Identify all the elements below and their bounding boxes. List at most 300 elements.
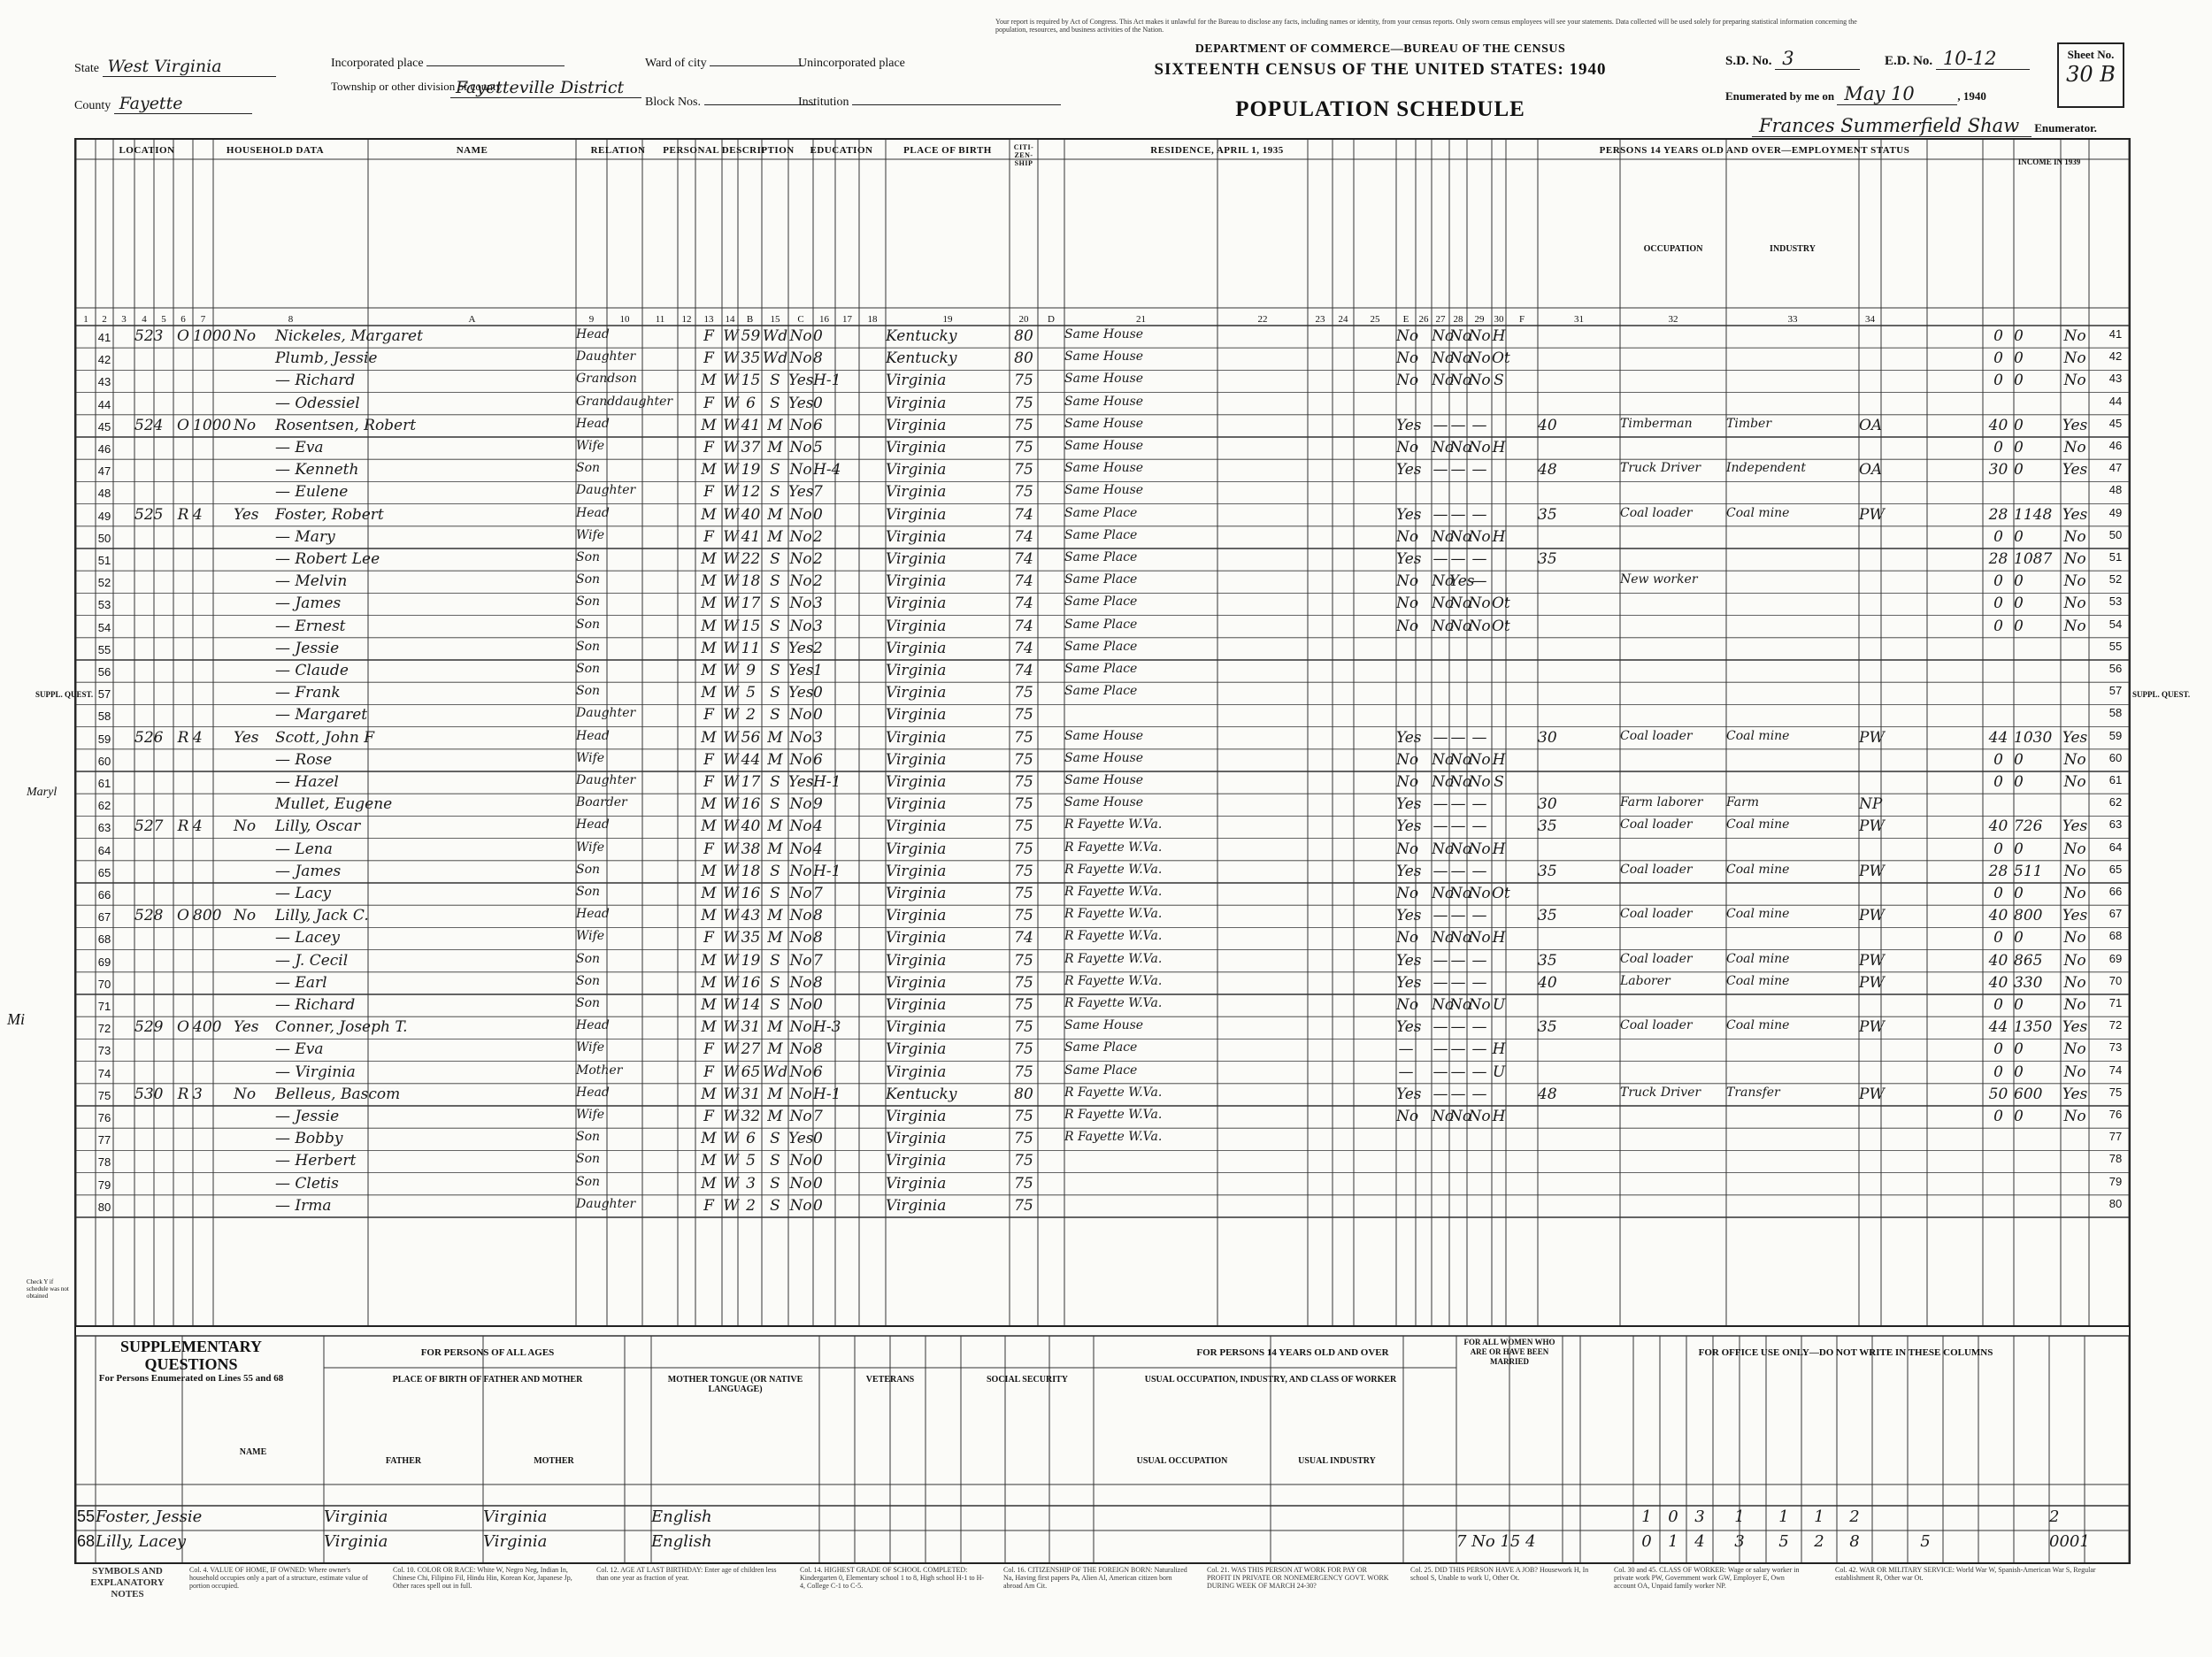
cell-rel: Son — [576, 572, 601, 587]
cell-line: 51 — [97, 554, 111, 567]
cell-race: W — [723, 1040, 739, 1059]
cell-ind — [1726, 706, 1859, 726]
cell-line: 46 — [97, 442, 111, 456]
cell-res — [1064, 1175, 1306, 1195]
cell-s3: — — [1471, 505, 1487, 524]
cell-inc: 1030 — [2014, 728, 2053, 747]
cell-value — [193, 706, 234, 726]
cell-sch: Yes — [788, 394, 814, 412]
cell-occ: Truck Driver — [1620, 461, 1701, 476]
cell-hrs: 48 — [1538, 461, 1557, 479]
cell-wk: No — [1396, 773, 1419, 791]
cell-line-right: 69 — [2108, 951, 2123, 965]
cell-line-right: 53 — [2108, 595, 2123, 609]
cell-race: W — [723, 973, 739, 992]
supp-usual-head: USUAL OCCUPATION, INDUSTRY, AND CLASS OF WORKER — [1144, 1375, 1397, 1385]
cell-s2 — [1449, 1197, 1467, 1217]
column-number: F — [1518, 314, 1525, 325]
cell-age: 15 — [741, 617, 761, 635]
cell-birth: Virginia — [886, 885, 947, 902]
cell-sch: No — [789, 929, 812, 947]
cell-code: H — [1492, 439, 1506, 456]
cell-value: 400 — [193, 1018, 222, 1037]
cell-cls: PW — [1859, 505, 1885, 524]
cell-oth: No — [2063, 996, 2086, 1014]
income-column-head: INCOME IN 1939 — [2017, 157, 2081, 166]
cell-house — [134, 1108, 173, 1128]
supp-cell-mother: Virginia — [483, 1507, 548, 1526]
cell-cls — [1859, 483, 1881, 503]
supp-all-ages: FOR PERSONS OF ALL AGES — [420, 1347, 555, 1358]
cell-res: Same House — [1064, 394, 1144, 409]
cell-mar: S — [770, 885, 780, 902]
cell-res: R Fayette W.Va. — [1064, 862, 1163, 877]
cell-birth: Virginia — [886, 483, 947, 502]
cell-race: W — [723, 728, 739, 747]
supp-office-use: FOR OFFICE USE ONLY—DO NOT WRITE IN THESE COLUMNS — [1698, 1347, 1993, 1358]
cell-ind: Transfer — [1726, 1085, 1780, 1100]
cell-hrs: 35 — [1538, 1018, 1557, 1037]
cell-name: Conner, Joseph T. — [275, 1018, 408, 1037]
cell-code: U — [1492, 1062, 1506, 1081]
cell-sex: M — [701, 416, 717, 434]
cell-grade: 0 — [813, 327, 823, 345]
ward-field — [645, 57, 803, 71]
cell-owned — [173, 618, 193, 638]
cell-inc: 511 — [2014, 862, 2043, 880]
cell-wks: 28 — [1988, 550, 2008, 568]
county-label: County — [74, 99, 111, 112]
cell-birth: Kentucky — [886, 327, 957, 345]
cell-sex: M — [701, 1130, 717, 1148]
cell-line-right: 63 — [2108, 817, 2123, 832]
cell-race: W — [723, 550, 739, 568]
cell-inc: 0 — [2014, 527, 2024, 546]
cell-sch: No — [789, 505, 812, 524]
cell-owned — [173, 1130, 193, 1150]
cell-birth: Virginia — [886, 862, 947, 880]
cell-wks: 40 — [1988, 817, 2008, 836]
cell-age: 43 — [741, 907, 761, 925]
cell-s3: No — [1468, 750, 1491, 769]
cell-s3: No — [1468, 327, 1491, 345]
cell-cls — [1859, 773, 1881, 794]
cell-hrs — [1538, 349, 1580, 370]
cell-house — [134, 349, 173, 370]
cell-owned — [173, 372, 193, 392]
cell-s1: — — [1432, 505, 1448, 524]
cell-sex: M — [701, 505, 717, 524]
cell-wk: Yes — [1396, 862, 1422, 880]
cell-wks — [1983, 684, 2014, 704]
cell-inc: 0 — [2014, 416, 2024, 434]
cell-oth: Yes — [2062, 505, 2088, 524]
supp-cell-o5: 1 — [1778, 1507, 1789, 1526]
cell-s2: — — [1450, 907, 1466, 925]
cell-res: Same Place — [1064, 527, 1138, 542]
note-col42: Col. 42. WAR OR MILITARY SERVICE: World War W, Spanish-American War S, Regular establishment R, Other war Ot. — [1835, 1566, 2096, 1582]
column-number: 8 — [288, 314, 294, 325]
cell-line: 75 — [97, 1088, 111, 1102]
cell-mar: S — [770, 795, 780, 814]
cell-race: W — [723, 1018, 739, 1037]
cell-oth: Yes — [2062, 728, 2088, 747]
cell-oth: No — [2063, 595, 2086, 613]
cell-house — [134, 372, 173, 392]
cell-rel: Mother — [576, 1062, 623, 1078]
cell-oth — [2061, 483, 2089, 503]
cell-line-right: 54 — [2108, 617, 2123, 631]
cell-s1: — — [1432, 416, 1448, 434]
cell-house — [134, 885, 173, 905]
cell-s1: — — [1432, 862, 1448, 880]
cell-ind — [1726, 483, 1859, 503]
cell-race: W — [723, 527, 739, 546]
cell-bc: 75 — [1014, 461, 1033, 479]
cell-line-right: 80 — [2108, 1196, 2123, 1210]
sheet-value: 30 B — [2066, 62, 2116, 87]
cell-owned — [173, 840, 193, 861]
cell-code — [1492, 395, 1506, 415]
cell-name: Scott, John F — [275, 728, 375, 747]
cell-cls — [1859, 349, 1881, 370]
cell-mar: Wd — [762, 1062, 788, 1081]
cell-cls — [1859, 395, 1881, 415]
cell-wk: No — [1396, 929, 1419, 947]
cell-name: Lilly, Jack C. — [275, 907, 369, 925]
cell-wk: Yes — [1396, 817, 1422, 836]
cell-race: W — [723, 416, 739, 434]
cell-owned: R — [177, 817, 189, 836]
cell-line: 44 — [97, 397, 111, 411]
cell-rel: Daughter — [576, 706, 636, 721]
cell-res: R Fayette W.Va. — [1064, 907, 1163, 922]
cell-birth: Virginia — [886, 817, 947, 836]
cell-sex: M — [701, 951, 717, 970]
cell-house — [134, 996, 173, 1016]
cell-mar: M — [767, 907, 783, 925]
supp-cell-o8: 5 — [1920, 1532, 1931, 1551]
cell-line-right: 76 — [2108, 1108, 2123, 1121]
cell-wks: 44 — [1988, 1018, 2008, 1037]
cell-wk: Yes — [1396, 1018, 1422, 1037]
ed-label: E.D. No. — [1885, 54, 1933, 68]
cell-bc: 75 — [1014, 483, 1033, 502]
cell-cls — [1859, 929, 1881, 949]
column-number: 27 — [1435, 314, 1446, 325]
cell-occ: Farm laborer — [1620, 795, 1703, 810]
cell-age: 5 — [746, 1152, 756, 1170]
cell-s1: — — [1432, 973, 1448, 992]
cell-farm — [234, 863, 275, 883]
cell-s1 — [1432, 662, 1449, 682]
cell-s2: Yes — [1449, 572, 1475, 591]
cell-age: 35 — [741, 929, 761, 947]
cell-race: W — [723, 1152, 739, 1170]
cell-race: W — [723, 773, 739, 791]
cell-res — [1064, 706, 1306, 726]
cell-res: Same Place — [1064, 662, 1138, 676]
cell-bc: 75 — [1014, 1108, 1033, 1125]
cell-birth: Virginia — [886, 750, 947, 769]
cell-value — [193, 640, 234, 660]
cell-bc: 75 — [1014, 862, 1033, 880]
cell-wks — [1983, 483, 2014, 503]
cell-inc: 1148 — [2014, 505, 2053, 524]
cell-line: 56 — [97, 665, 111, 679]
cell-house: 528 — [134, 907, 164, 925]
cell-s2 — [1449, 1175, 1467, 1195]
cell-oth: No — [2063, 773, 2086, 791]
cell-mar: M — [767, 527, 783, 546]
cell-sch: Yes — [788, 1130, 814, 1148]
cell-oth: No — [2063, 1062, 2086, 1081]
cell-hrs — [1538, 885, 1580, 905]
cell-birth: Virginia — [886, 394, 947, 412]
cell-cls — [1859, 528, 1881, 548]
cell-owned: O — [177, 416, 189, 434]
section-location: LOCATION — [119, 145, 175, 156]
cell-farm — [234, 929, 275, 949]
cell-bc: 74 — [1014, 639, 1033, 657]
cell-hrs — [1538, 1175, 1580, 1195]
cell-birth: Virginia — [886, 416, 947, 434]
cell-line: 70 — [97, 977, 111, 991]
cell-farm: Yes — [234, 728, 259, 747]
supp-cell-o6: 1 — [1814, 1507, 1824, 1526]
cell-house — [134, 929, 173, 949]
cell-s3: — — [1471, 728, 1487, 747]
unincorporated-label: Unincorporated place — [798, 57, 905, 70]
supp-tongue-head: MOTHER TONGUE (OR NATIVE LANGUAGE) — [667, 1375, 803, 1394]
township-label: Township or other division of county — [331, 80, 502, 93]
cell-s3 — [1467, 1152, 1492, 1172]
industry-column-head: INDUSTRY — [1770, 244, 1816, 254]
cell-bc: 80 — [1014, 349, 1033, 368]
cell-sch: No — [789, 840, 812, 858]
cell-wks: 40 — [1988, 951, 2008, 970]
cell-ind: Coal mine — [1726, 505, 1790, 520]
cell-s2: — — [1450, 862, 1466, 880]
column-number: 30 — [1494, 314, 1504, 325]
cell-wk — [1396, 706, 1416, 726]
cell-line-right: 78 — [2108, 1152, 2123, 1166]
cell-sex: F — [703, 1062, 714, 1081]
cell-wks: 28 — [1988, 862, 2008, 880]
cell-s1: No — [1432, 996, 1455, 1014]
cell-house: 530 — [134, 1085, 164, 1103]
cell-ind — [1726, 1175, 1859, 1195]
sd-label: S.D. No. — [1725, 54, 1772, 68]
cell-s2: No — [1449, 349, 1472, 368]
cell-oth — [2061, 395, 2089, 415]
enumerator-field — [1752, 115, 2097, 137]
cell-wks: 0 — [1993, 617, 2003, 635]
column-number: 21 — [1136, 314, 1146, 325]
cell-mar: S — [770, 773, 780, 791]
cell-s1: No — [1432, 617, 1455, 635]
cell-name: — Lena — [275, 840, 333, 858]
cell-inc: 0 — [2014, 439, 2024, 456]
cell-s3: No — [1468, 617, 1491, 635]
cell-grade: 8 — [813, 1040, 823, 1059]
cell-hrs — [1538, 1063, 1580, 1084]
cell-res: Same Place — [1064, 684, 1138, 699]
cell-mar: M — [767, 750, 783, 769]
cell-mar: S — [770, 996, 780, 1014]
cell-s2 — [1449, 1130, 1467, 1150]
cell-sch: No — [789, 817, 812, 836]
cell-age: 41 — [741, 527, 761, 546]
cell-mar: M — [767, 728, 783, 747]
cell-s3: No — [1468, 527, 1491, 546]
column-number: 32 — [1668, 314, 1678, 325]
cell-owned — [173, 528, 193, 548]
cell-owned — [173, 461, 193, 481]
cell-farm — [234, 751, 275, 771]
cell-sex: F — [703, 1108, 714, 1125]
cell-name: Rosentsen, Robert — [275, 416, 417, 434]
cell-s3 — [1467, 684, 1492, 704]
column-number: 13 — [703, 314, 714, 325]
cell-cls: OA — [1859, 461, 1883, 479]
cell-value — [193, 1040, 234, 1061]
cell-line-right: 59 — [2108, 728, 2123, 742]
cell-hrs — [1538, 640, 1580, 660]
cell-bc: 75 — [1014, 951, 1033, 970]
cell-wks: 0 — [1993, 1040, 2003, 1059]
cell-wk — [1396, 1175, 1416, 1195]
explanatory-notes — [74, 1566, 2127, 1654]
cell-line-right: 49 — [2108, 505, 2123, 519]
note-col14: Col. 14. HIGHEST GRADE OF SCHOOL COMPLETED: Kindergarten 0, Elementary school 1 to 8, High school H-1 to H-4, College C-1 to C-5. — [800, 1566, 985, 1590]
cell-wks: 0 — [1993, 885, 2003, 902]
cell-s1 — [1432, 684, 1449, 704]
cell-birth: Virginia — [886, 1196, 947, 1215]
cell-race: W — [723, 394, 739, 412]
cell-race: W — [723, 595, 739, 613]
cell-s2: No — [1449, 327, 1472, 345]
cell-sch: No — [789, 1174, 812, 1193]
cell-wks: 40 — [1988, 907, 2008, 925]
cell-birth: Virginia — [886, 996, 947, 1014]
cell-occ: Truck Driver — [1620, 1085, 1701, 1100]
cell-line-right: 58 — [2108, 706, 2123, 720]
cell-value: 1000 — [193, 327, 232, 345]
cell-s1: — — [1432, 795, 1448, 814]
column-number: 19 — [942, 314, 953, 325]
enumerator-label: Enumerator. — [2034, 121, 2097, 134]
supp-veterans-head: VETERANS — [865, 1375, 915, 1385]
cell-farm: No — [234, 327, 257, 345]
cell-hrs — [1538, 1130, 1580, 1150]
cell-name: — Odessiel — [275, 394, 360, 412]
cell-farm — [234, 1040, 275, 1061]
cell-value — [193, 618, 234, 638]
cell-rel: Son — [576, 461, 601, 476]
cell-cls — [1859, 1130, 1881, 1150]
cell-age: 44 — [741, 750, 761, 769]
cell-wk: No — [1396, 349, 1419, 368]
cell-cls — [1859, 572, 1881, 593]
cell-code — [1492, 1130, 1506, 1150]
cell-s2: — — [1450, 728, 1466, 747]
cell-rel: Wife — [576, 840, 605, 855]
cell-hrs — [1538, 483, 1580, 503]
cell-sch: No — [789, 907, 812, 925]
cell-s3: No — [1468, 349, 1491, 368]
cell-grade: 5 — [813, 439, 823, 456]
cell-bc: 75 — [1014, 1018, 1033, 1037]
cell-ind — [1726, 1108, 1859, 1128]
cell-bc: 75 — [1014, 840, 1033, 858]
cell-age: 5 — [746, 684, 756, 702]
cell-house — [134, 483, 173, 503]
cell-sex: F — [703, 439, 714, 456]
cell-value: 4 — [193, 505, 203, 524]
cell-ind — [1726, 1152, 1859, 1172]
cell-value — [193, 795, 234, 816]
cell-line-right: 61 — [2108, 773, 2123, 786]
cell-s2: — — [1450, 795, 1466, 814]
cell-grade: 2 — [813, 527, 823, 546]
cell-name: — Bobby — [275, 1130, 343, 1148]
cell-age: 2 — [746, 1196, 756, 1215]
cell-ind — [1726, 1130, 1859, 1150]
cell-res: Same Place — [1064, 550, 1138, 564]
cell-occ — [1620, 1197, 1726, 1217]
cell-hrs — [1538, 706, 1580, 726]
confidentiality-notice: Your report is required by Act of Congress. This Act makes it unlawful for the Bureau to disclose any facts, including names or identity, from your census reports. Only sworn census employees will see your statements. Data collected will be used solely for preparing statistical information concerning the population, resources, and business activities of the Nation. — [995, 18, 1857, 34]
cell-sch: No — [789, 527, 812, 546]
cell-owned — [173, 974, 193, 994]
cell-owned — [173, 550, 193, 571]
institution-field — [798, 96, 1061, 110]
cell-occ — [1620, 395, 1726, 415]
cell-rel: Grandson — [576, 372, 637, 387]
cell-mar: S — [770, 617, 780, 635]
cell-code — [1492, 550, 1506, 571]
cell-farm — [234, 840, 275, 861]
cell-rel: Son — [576, 1152, 601, 1167]
cell-occ — [1620, 1175, 1726, 1195]
cell-rel: Son — [576, 684, 601, 699]
cell-mar: S — [770, 639, 780, 657]
cell-line-right: 57 — [2108, 684, 2123, 698]
cell-owned: O — [177, 1018, 189, 1037]
cell-line-right: 62 — [2108, 795, 2123, 809]
cell-mar: S — [770, 372, 780, 390]
cell-oth: Yes — [2062, 1085, 2088, 1103]
cell-hrs: 35 — [1538, 817, 1557, 836]
cell-farm — [234, 773, 275, 794]
cell-house — [134, 863, 173, 883]
supp-cell-tail: 0001 — [2049, 1532, 2090, 1551]
cell-value — [193, 684, 234, 704]
cell-s1: No — [1432, 349, 1455, 368]
cell-age: 19 — [741, 951, 761, 970]
cell-wks: 0 — [1993, 572, 2003, 591]
cell-rel: Head — [576, 416, 610, 431]
cell-hrs — [1538, 595, 1580, 615]
cell-inc — [2014, 1130, 2061, 1150]
cell-birth: Virginia — [886, 1018, 947, 1037]
cell-value — [193, 751, 234, 771]
cell-line: 45 — [97, 419, 111, 433]
cell-s3: No — [1468, 1108, 1491, 1125]
cell-race: W — [723, 795, 739, 814]
column-number: 15 — [770, 314, 780, 325]
